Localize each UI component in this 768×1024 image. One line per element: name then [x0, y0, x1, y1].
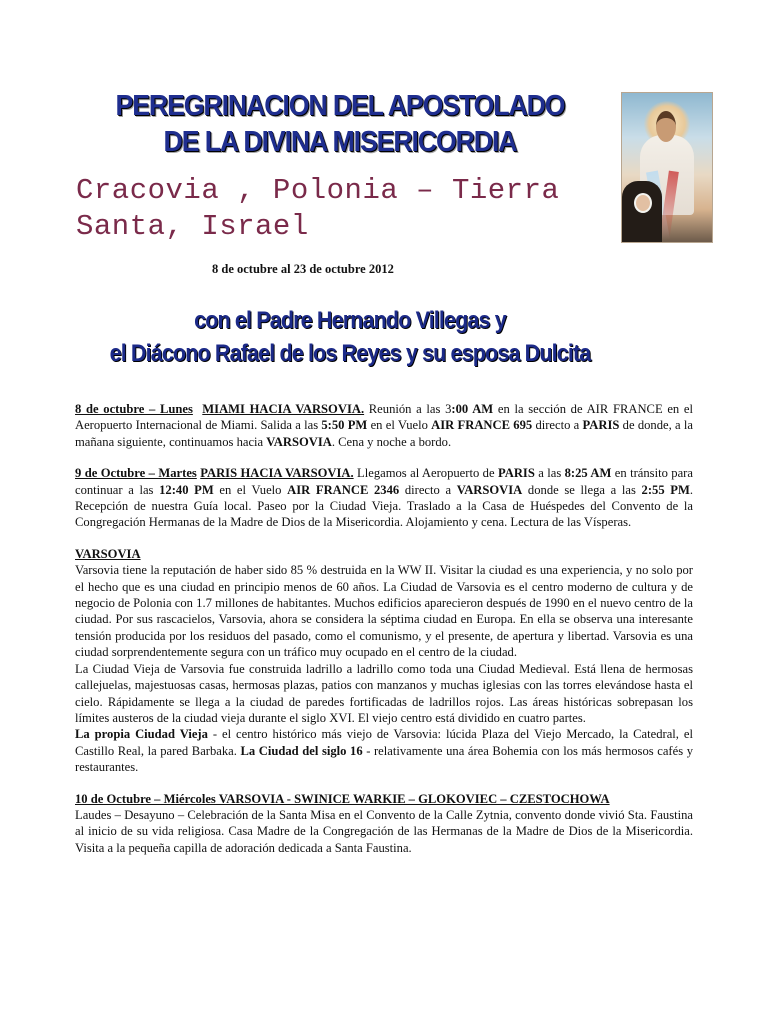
destination-line-1: Cracovia , Polonia – Tierra — [76, 174, 560, 207]
destination-line-2: Santa, Israel — [76, 210, 309, 243]
itinerary-body — [75, 401, 693, 856]
day-3-paragraph: Laudes – Desayuno – Celebración de la Santa Misa en el Convento de la Calle Zytnia, convento donde vivió Sta. Faustina al inicio de su vida religiosa. Casa Madre de la Congregación de las Hermanas de la Madre de Dios de la Misericordia. Visita a la pequeña capilla de adoración dedicada a Santa Faustina. — [75, 807, 693, 855]
day-1-heading: 8 de octubre – Lunes — [75, 402, 193, 416]
main-title-line-2: DE LA DIVINA MISERICORDIA — [163, 126, 517, 158]
varsovia-heading: VARSOVIA — [75, 546, 141, 561]
varsovia-paragraph-3: La propia Ciudad Vieja - el centro histórico más viejo de Varsovia: lúcida Plaza del Viejo Mercado, la Catedral, el Castillo Real, la pared Barbaka. La Ciudad del siglo 16 - relativamente una área Bohemia con los más hermosos cafés y restaurantes. — [75, 727, 693, 775]
day-3-heading: 10 de Octubre – Miércoles VARSOVIA - SWINICE WARKIE – GLOKOVIEC – CZESTOCHOWA — [75, 791, 610, 806]
varsovia-paragraph-1: Varsovia tiene la reputación de haber sido 85 % destruida en la WW II. Visitar la ciudad es una experiencia, y no solo por el hecho que es una ciudad en principio menos de 60 años. La Ciudad de Varsovia es el centro moderno de cultura y de negocio de Polonia con 1.7 millones de habitantes. Muchos edificios aparecieron después de 1990 en el nuevo centro de la ciudad. Por sus rascacielos, Varsovia, ahora se considera la séptima ciudad en Europa. En ella se observa una interesante tensión producida por los residuos del pasado, como el comunismo, y el presente, de apertura y libertad. Varsovia es una ciudad sorprendentemente segura con un tráfico muy ocupado en el centro de la ciudad. — [75, 563, 693, 660]
day-2-paragraph: 9 de Octubre – Martes PARIS HACIA VARSOVIA. Llegamos al Aeropuerto de PARIS a las 8:25 AM en tránsito para continuar a las 12:40 PM en el Vuelo AIR FRANCE 2346 directo a VARSOVIA donde se llega a las 2:55 PM. Recepción de nuestra Guía local. Paseo por la Ciudad Vieja. Traslado a la Casa de Huéspedes del Convento de la Congregación Hermanas de la Madre de Dios de la Misericordia. Alojamiento y cena. Lectura de las Vísperas. — [75, 466, 694, 530]
subtitle-line-2: el Diácono Rafael de los Reyes y su esposa Dulcita — [109, 340, 591, 367]
divine-mercy-image — [621, 92, 713, 243]
subtitle-line-1: con el Padre Hernando Villegas y — [194, 307, 506, 334]
day-2-heading: 9 de Octubre – Martes — [75, 466, 197, 481]
day-2-route: PARIS HACIA VARSOVIA. — [200, 466, 354, 481]
destination-heading — [76, 173, 636, 245]
day-1-paragraph: 8 de octubre – Lunes MIAMI HACIA VARSOVIA. Reunión a las 3:00 AM en la sección de AIR FRANCE en el Aeropuerto Internacional de Miami. Salida a las 5:50 PM en el Vuelo AIR FRANCE 695 directo a PARIS de donde, a la mañana siguiente, continuamos hacia VARSOVIA. Cena y noche a bordo. — [75, 402, 693, 449]
day-1-route: MIAMI HACIA VARSOVIA. — [202, 402, 365, 416]
varsovia-paragraph-2: La Ciudad Vieja de Varsovia fue construida ladrillo a ladrillo como toda una Ciudad Medieval. Está llena de hermosas callejuelas, majestuosas casas, hermosas plazas, patios con manzanos y muchas iglesias con las torres elevándose hasta el cielo. Rápidamente se llega a la ciudad de paredes fortificadas de ladrillos rojos. Las áreas históricas sobrepasan los límites austeros de la ciudad vieja durante el siglo XVI. El viejo centro está dividido en cuatro partes. — [75, 661, 693, 725]
main-title-line-1: PEREGRINACION DEL APOSTOLADO — [115, 90, 565, 122]
trip-dates: 8 de octubre al 23 de octubre 2012 — [212, 262, 394, 276]
